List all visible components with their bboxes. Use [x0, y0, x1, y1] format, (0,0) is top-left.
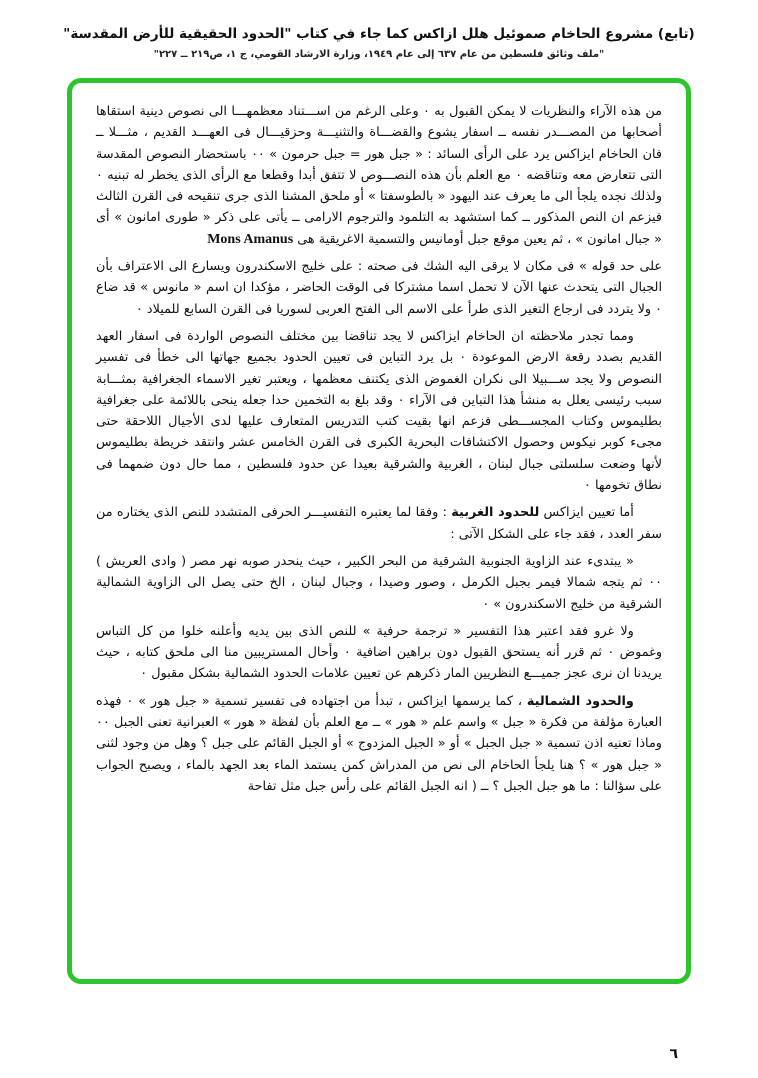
paragraph-4-rest: : وفقا لما يعتبره التفسيـــر الحرفى المتشدد للنص الذى يختاره من سفر العدد ، فقد جاء على الشكل الآتى : [96, 505, 662, 542]
page-number: ٦ [669, 1046, 678, 1062]
paragraph-1 [96, 101, 662, 250]
paragraph-2-text: على حد قوله » فى مكان لا يرقى اليه الشك فى صحته : على خليج الاسكندرون ويسارع الى الاعتراف بأن الجبال التى يتحدث عنها الآن لا تحمل اسما مشتركا فى الوقت الحاضر ، مؤكدا ان اسم « مانوس » قد ضاع ٠ ولا يتردد فى ارجاع التغير الذى طرأ على الاسم الى الفتح العربى لسوريا فى القرن السابع للميلاد ٠ [96, 259, 662, 317]
paragraph-6 [96, 621, 662, 685]
document-subtitle: "ملف وثائق فلسطين من عام ٦٣٧ إلى عام ١٩٤٩، وزارة الارشاد القومي، ج ١، ص٢١٩ ــ ٢٢٧" [153, 49, 605, 60]
paragraph-6-text: ولا غرو فقد اعتبر هذا التفسير « ترجمة حرفية » للنص الذى بين يديه وأعلنه خلوا من كل التباس وغموض ٠ ثم قرر أنه يستحق القبول دون براهين اضافية ٠ وأحال المستريبين منا الى ملحق كتابه ، حيث يريدنا ان نرى عجز جميـــع النظريين المار ذكرهم عن تعيين علامات الحدود الشمالية بشكل مقبول ٠ [96, 623, 663, 682]
paragraph-3 [96, 326, 662, 496]
latin-term-mons-amanus: Mons Amanus [207, 231, 294, 247]
paragraph-7-bold: والحدود الشمالية [526, 693, 634, 709]
paragraph-4 [96, 502, 662, 545]
paragraph-4-pre: أما تعيين ايزاكس [539, 505, 634, 521]
paragraph-7-rest: ، كما يرسمها ايزاكس ، تبدأ من اجتهاده فى تفسير تسمية « جبل هور » ٠ فهذه العبارة مؤلفة من فكرة « جبل » واسم علم « هور » ــ مع العلم بأن لفظة « هور » العبرانية تعنى الجبل ٠٠ وماذا تعنيه اذن تسمية « جبل الجبل » أو « الجبل المزدوج » أو الجبل القائم على جبل ؟ وهل من وجود لثنى « جبل هور » ؟ هنا يلجأ الحاخام الى نص من المدراش كمن يستمد الماء بعد الجهد بالماء ، ويصبح الجواب على سؤالنا : ما هو جبل الجبل ؟ ــ ( انه الجبل القائم على رأس جبل مثل تفاحة [96, 693, 662, 794]
paragraph-2 [96, 256, 662, 320]
paragraph-7 [96, 691, 662, 797]
paragraph-1-text: من هذه الآراء والنظريات لا يمكن القبول به ٠ وعلى الرغم من اســـتناد معظمهـــا الى نصوص دينية استقاها أصحابها من المصـــدر نفسه ــ اسفار يشوع والقضـــاة والتثنيـــة وحزقيـــال فى العهـــد القديم ، مثـــلا ــ فان الحاخام ايزاكس يرد على الرأى السائد : « جبل هور = جبل حرمون » ٠٠ باستحضار النصوص المقدسة التى تتعارض معه وتناقضه ٠ مع العلم بأن هذه النصـــوص لا تتفق أبدا وقطعا مع الرأى الذى يخطر له تبنيه ٠ ولذلك نجده يلجأ الى ما يعرف عند اليهود « بالطوسفتا » أو ملحق المشنا الذى جرى تنقيحه فى القرن الثالث فيزعم ان النص المذكور ــ كما استشهد به التلمود والترجوم الارامى ــ يأتى على ذكر « طورى امانون » أى « جبال امانون » ، ثم يعين موقع جبل أومانيس والتسمية الاغريقية هى [96, 104, 662, 247]
paragraph-3-text: ومما تجدر ملاحظته ان الحاخام ايزاكس لا يجد تناقضا بين مختلف النصوص الواردة فى اسفار العهد القديم بصدد رقعة الارض الموعودة ٠ بل يرد التباين فى تعيين الحدود بجميع جهاتها الى خطأ فى تفسير النصوص ولا يجد ســـبيلا الى نكران الغموض الذى يكتنف معظمها ، ويعتبر تغير الاسماء الجغرافية بمثـــابة سبب رئيسى يعلل به منشأ هذا التباين فى الآراء ٠ وقد بلغ به التخمين حدا جعله ينحى باللائمة على جغرافية بطليموس وكتاب المجســـطى فزعم انها بقيت كتب التدريس المتعارف عليها لدى الأجيال اللاحقة حتى مجىء كوبر نيكوس وحصول الاكتشافات البحرية الكبرى فى القرن الخامس عشر وانتقد خريطة بطليموس لأنها وضعت سلسلتى جبال لبنان ، الغربية والشرقية بعيدا عن حدود فلسطين ، مما حال دون ضمهما فى نطاق تخومها ٠ [96, 328, 662, 494]
paragraph-5-quote [96, 551, 662, 615]
paragraph-4-bold: للحدود الغربية [451, 505, 540, 521]
paragraph-5-text: « يبتدىء عند الزاوية الجنوبية الشرقية من البحر الكبير ، حيث ينحدر صوبه نهر مصر ( وادى العريش ) ٠٠ ثم يتجه شمالا فيمر بجبل الكرمل ، وصور وصيدا ، وجبال لبنان ، الخ حتى يصل الى الزاوية الشمالية الشرقية من خليج الاسكندرون » ٠ [96, 553, 662, 612]
page-header [0, 0, 758, 60]
document-title: (تابع) مشروع الحاخام صموئيل هلل ازاكس كما جاء في كتاب "الحدود الحقيقية للأرض المقدسة" [63, 26, 695, 42]
main-text-box [67, 78, 691, 984]
